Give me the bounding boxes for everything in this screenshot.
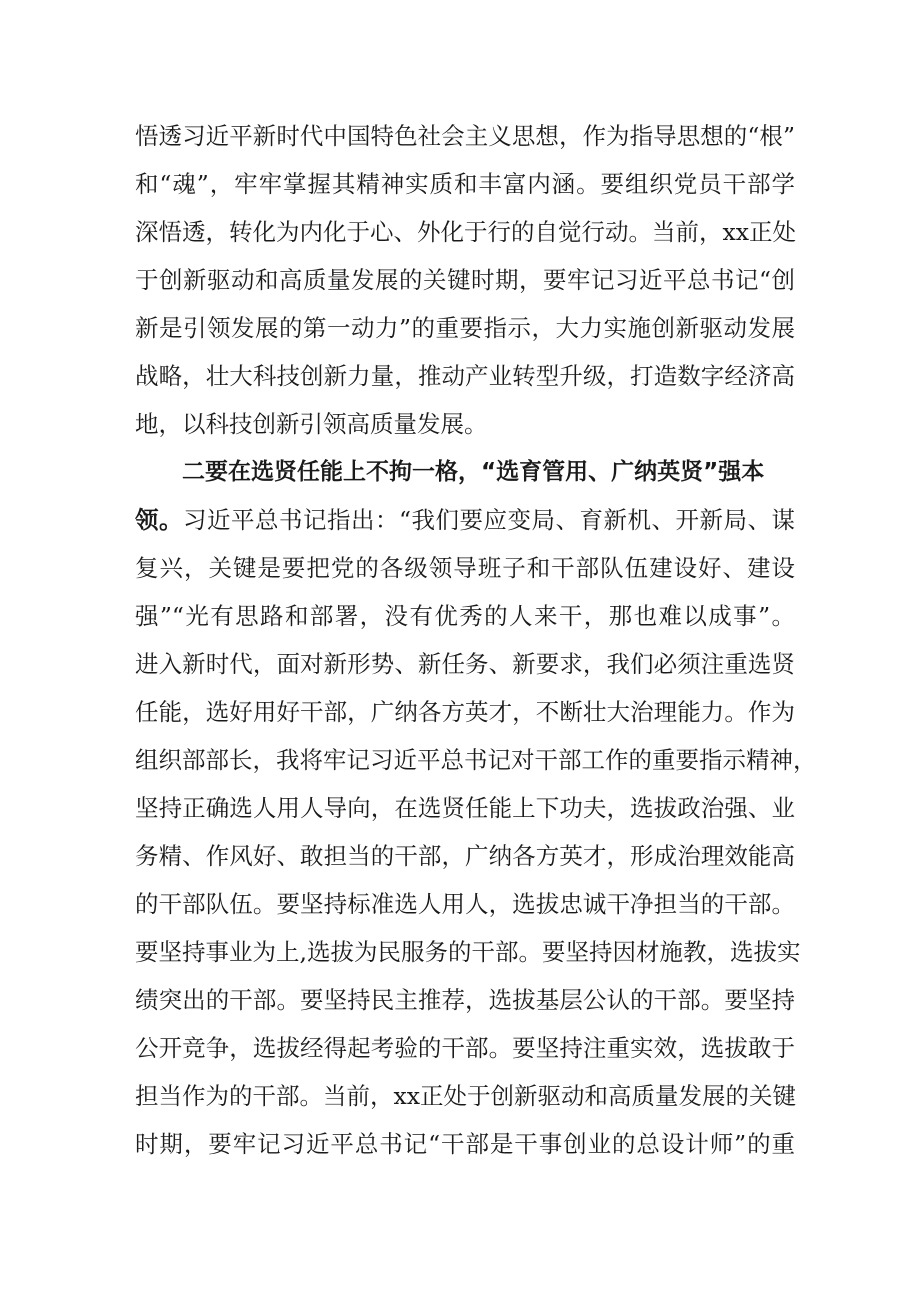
paragraph-2-line-8: 坚持正确选人用人导向，在选贤任能上下功夫，选拔政治强、业 xyxy=(135,794,795,822)
paragraph-2-line-11: 要坚持事业为上,选拔为民服务的干部。要坚持因材施教，选拔实 xyxy=(135,938,801,966)
paragraph-2-line-13: 公开竞争，选拔经得起考验的干部。要坚持注重实效，选拔敢于 xyxy=(135,1034,795,1062)
paragraph-2-line-4: 强”“光有思路和部署，没有优秀的人来干，那也难以成事”。 xyxy=(135,602,795,630)
paragraph-2-line-5: 进入新时代，面对新形势、新任务、新要求，我们必须注重选贤 xyxy=(135,650,795,678)
paragraph-2-line-2-text: 习近平总书记指出：“我们要应变局、育新机、开新局、谋 xyxy=(183,506,795,534)
paragraph-1-line-4: 于创新驱动和高质量发展的关键时期，要牢记习近平总书记“创 xyxy=(135,266,795,294)
paragraph-2-line-6: 任能，选好用好干部，广纳各方英才，不断壮大治理能力。作为 xyxy=(135,698,795,726)
paragraph-2-line-10: 的干部队伍。要坚持标准选人用人，选拔忠诚干净担当的干部。 xyxy=(135,890,795,918)
paragraph-1-line-6: 战略，壮大科技创新力量，推动产业转型升级，打造数字经济高 xyxy=(135,362,795,390)
paragraph-1-line-3: 深悟透，转化为内化于心、外化于行的自觉行动。当前，xx正处 xyxy=(135,218,797,246)
paragraph-2-heading-end: 领。 xyxy=(135,506,183,534)
paragraph-2-heading: 二要在选贤任能上不拘一格，“选育管用、广纳英贤”强本 xyxy=(182,459,765,485)
paragraph-1-line-1: 悟透习近平新时代中国特色社会主义思想，作为指导思想的“根” xyxy=(135,122,795,150)
paragraph-2-line-14: 担当作为的干部。当前，xx正处于创新驱动和高质量发展的关键 xyxy=(135,1082,797,1110)
paragraph-1-line-2: 和“魂”，牢牢掌握其精神实质和丰富内涵。要组织党员干部学 xyxy=(135,170,795,198)
paragraph-2-line-7: 组织部部长，我将牢记习近平总书记对干部工作的重要指示精神， xyxy=(135,746,817,774)
paragraph-1-line-7: 地，以科技创新引领高质量发展。 xyxy=(135,410,488,438)
paragraph-2-line-12: 绩突出的干部。要坚持民主推荐，选拔基层公认的干部。要坚持 xyxy=(135,986,795,1014)
paragraph-2-line-3: 复兴，关键是要把党的各级领导班子和干部队伍建设好、建设 xyxy=(135,554,795,582)
paragraph-2-line-15: 时期，要牢记习近平总书记“干部是干事创业的总设计师”的重 xyxy=(135,1130,795,1158)
paragraph-2-line-9: 务精、作风好、敢担当的干部，广纳各方英才，形成治理效能高 xyxy=(135,842,795,870)
paragraph-2-line-2 xyxy=(135,504,795,536)
paragraph-1-line-5: 新是引领发展的第一动力”的重要指示，大力实施创新驱动发展 xyxy=(135,314,795,342)
